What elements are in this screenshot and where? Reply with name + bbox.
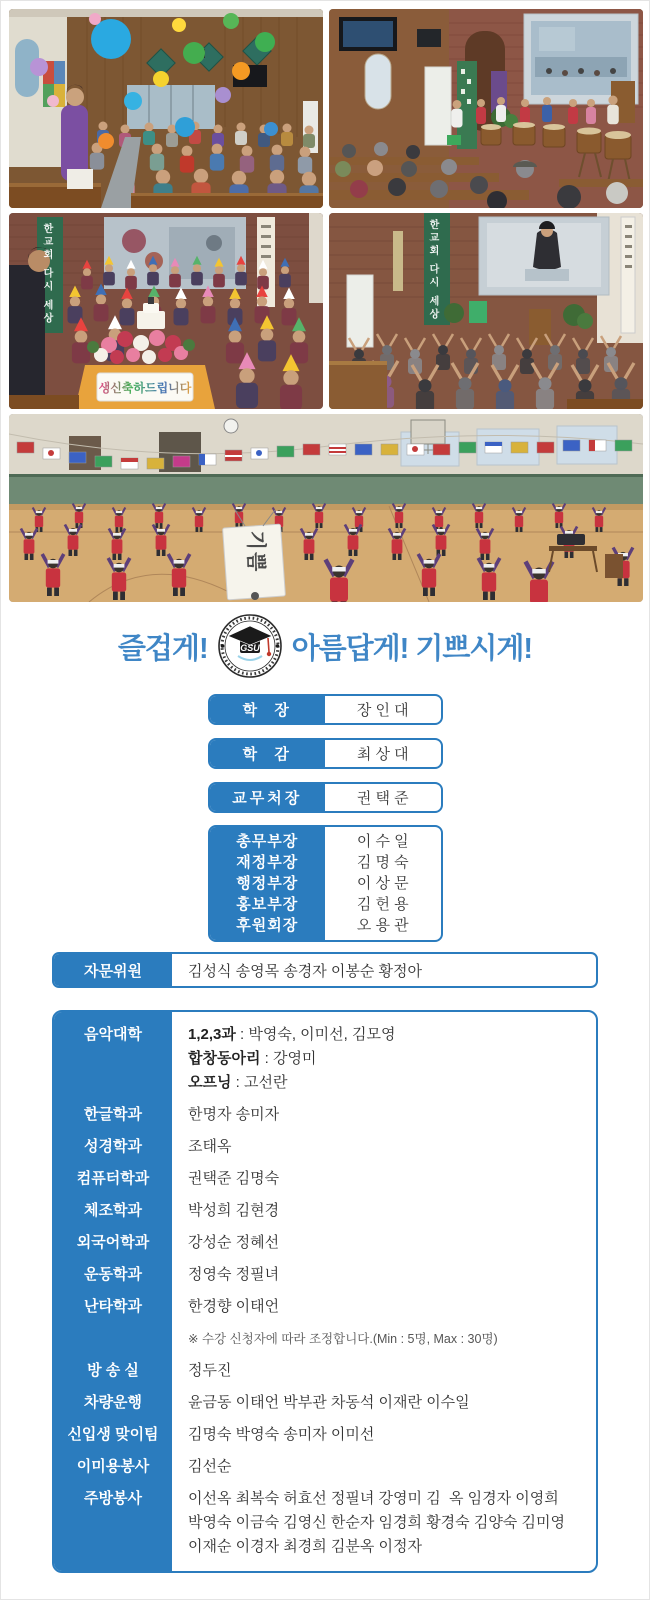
table-row [54, 1099, 596, 1131]
projection-screen-icon [479, 217, 609, 295]
table-row [54, 1451, 596, 1483]
dean-label: 학 장 [210, 696, 326, 723]
dept-label: 방 송 실 [54, 1355, 172, 1387]
table-row [54, 1291, 596, 1323]
academic-director-label: 교무처장 [210, 784, 326, 811]
dept-line-bold: 합창동아리 [188, 1050, 261, 1067]
officer-name: 이 상 문 [356, 875, 409, 892]
dept-line-text: : 고선란 [231, 1074, 288, 1091]
officers-labels [210, 827, 326, 940]
academic-director-name: 권 택 준 [356, 790, 409, 807]
dept-label: 성경학과 [54, 1131, 172, 1163]
dept-line-text: 조태옥 [188, 1138, 232, 1155]
birthday-celebration-photo [9, 213, 323, 409]
leadership-section [208, 694, 443, 942]
dept-line-text: : 강영미 [260, 1050, 317, 1067]
gym-sign-text: 기쁨 [244, 530, 267, 574]
dept-line-text: 한경향 이태언 [188, 1298, 280, 1315]
dean-box [208, 694, 443, 725]
dept-label: 컴퓨터학과 [54, 1163, 172, 1195]
dept-label: 외국어학과 [54, 1227, 172, 1259]
dept-line-text: 박성희 김현경 [188, 1202, 280, 1219]
vice-dean-box [208, 738, 443, 769]
dept-line-text: 박영숙 이금숙 김영신 한순자 임경희 황경숙 김양숙 김미영 [188, 1514, 565, 1531]
table-row [54, 1483, 596, 1571]
dept-line-bold: 오프닝 [188, 1074, 232, 1091]
table-row [54, 1355, 596, 1387]
officer-name: 오 용 관 [356, 917, 409, 934]
dept-line-text: 김선순 [188, 1458, 232, 1475]
gym-exercise-photo [9, 414, 643, 602]
department-table [52, 1010, 598, 1573]
birthday-banner-text: 생신축하드립니다 [98, 381, 192, 395]
dept-line-text: 권택준 김명숙 [188, 1170, 280, 1187]
table-row [54, 1163, 596, 1195]
dept-line-text: 윤금동 이태언 박부관 차동석 이재란 이수일 [188, 1394, 470, 1411]
photo-grid [1, 1, 649, 602]
congregation-praise-photo [329, 213, 643, 409]
officer-name: 김 명 숙 [356, 854, 409, 871]
slogan-left: 즐겁게! [117, 632, 208, 665]
vice-dean-name: 최 상 대 [356, 746, 409, 763]
officer-name: 김 헌 용 [356, 896, 409, 913]
dept-line-text: 강성순 정혜선 [188, 1234, 280, 1251]
dean-name: 장 인 대 [356, 702, 409, 719]
advisors-label: 자문위원 [54, 954, 172, 986]
slogan-row [1, 612, 649, 680]
capacity-note: ※ 수강 신청자에 따라 조정합니다.(Min : 5명, Max : 30명) [188, 1332, 498, 1346]
photo3-side-banner-text: 한교회 다시 세상 [41, 223, 52, 326]
advisors-box [52, 952, 598, 988]
table-row [54, 1012, 596, 1099]
drum-performance-photo [329, 9, 643, 208]
photo-sanctuary-balloons [9, 9, 323, 208]
advisors-names: 김성식 송영목 송경자 이봉순 황정아 [188, 962, 423, 980]
table-row [54, 1195, 596, 1227]
officer-label: 총무부장 [236, 833, 299, 850]
dept-label: 신입생 맞이팀 [54, 1419, 172, 1451]
school-seal-logo [216, 612, 284, 680]
dept-line-text: 이선옥 최복숙 허효선 정필녀 강영미 김 옥 임경자 이영희 [188, 1490, 559, 1507]
table-row [54, 1387, 596, 1419]
dept-line-text: 한명자 송미자 [188, 1106, 280, 1123]
dept-label [54, 1323, 172, 1355]
officer-label: 홍보부장 [236, 896, 299, 913]
dept-label: 한글학과 [54, 1099, 172, 1131]
table-row [54, 1419, 596, 1451]
officers-box [208, 825, 443, 942]
dept-line-text: : 박영숙, 이미선, 김모영 [235, 1026, 396, 1043]
photo4-side-banner-text: 한교회 다시 세상 [427, 219, 438, 322]
dept-label: 음악대학 [54, 1012, 172, 1099]
photo-drum-performance [329, 9, 643, 208]
photo-gym-exercise [9, 414, 643, 602]
vice-dean-label: 학 감 [210, 740, 326, 767]
officer-name: 이 수 일 [356, 833, 409, 850]
dept-label: 이미용봉사 [54, 1451, 172, 1483]
officer-label: 재정부장 [236, 854, 299, 871]
sanctuary-balloons-photo [9, 9, 323, 208]
dept-label: 차량운행 [54, 1387, 172, 1419]
table-row [54, 1227, 596, 1259]
slogan-right: 아름답게! 기쁘시게! [291, 632, 533, 665]
dept-line-bold: 1,2,3과 [188, 1026, 236, 1043]
photo-birthday-celebration [9, 213, 323, 409]
dept-line-text: 김명숙 박영숙 송미자 이미선 [188, 1426, 375, 1443]
dept-line-text: 정영숙 정필녀 [188, 1266, 280, 1283]
logo-gsu-text: GSU [239, 643, 260, 653]
dept-line-text: 정두진 [188, 1362, 232, 1379]
officers-names [325, 827, 441, 940]
dept-label: 난타학과 [54, 1291, 172, 1323]
dept-label: 체조학과 [54, 1195, 172, 1227]
dept-line-text: 이재순 이경자 최경희 김분옥 이정자 [188, 1538, 423, 1555]
table-row [54, 1131, 596, 1163]
officer-label: 행정부장 [236, 875, 299, 892]
officer-label: 후원회장 [236, 917, 299, 934]
dept-label: 주방봉사 [54, 1483, 172, 1571]
academic-director-box [208, 782, 443, 813]
photo-congregation-praise [329, 213, 643, 409]
table-row [54, 1259, 596, 1291]
dept-label: 운동학과 [54, 1259, 172, 1291]
table-row-note [54, 1323, 596, 1355]
